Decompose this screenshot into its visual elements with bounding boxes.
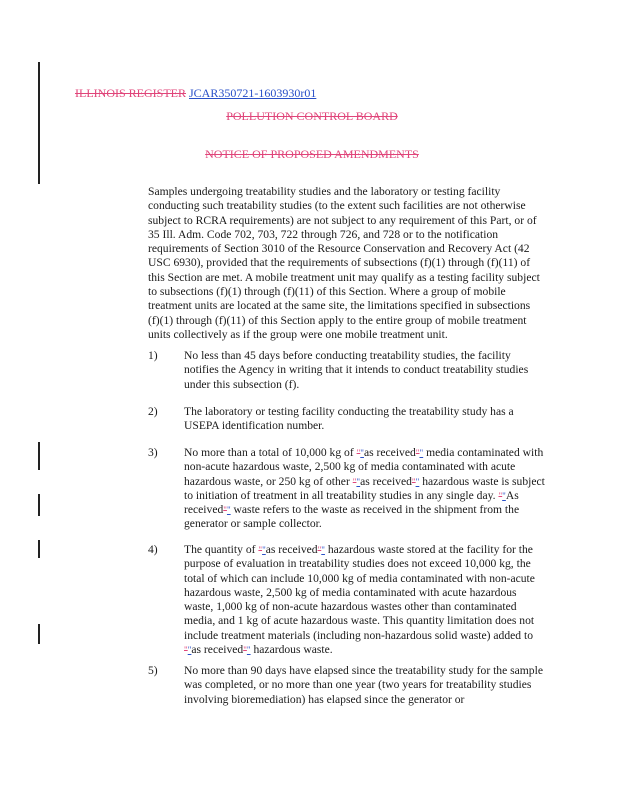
change-bar (38, 540, 40, 558)
deleted-quote: " (498, 490, 503, 501)
deleted-quote: " (352, 476, 357, 487)
quoted-phrase: as received (363, 446, 416, 459)
register-header (75, 86, 316, 101)
inserted-quote: " (360, 448, 364, 458)
deleted-quote: " (223, 505, 227, 516)
inserted-quote: " (262, 545, 266, 555)
jcar-code: JCAR350721-1603930r01 (189, 86, 317, 100)
inserted-quote: " (415, 476, 420, 487)
item-number: 1) (148, 349, 158, 362)
quoted-phrase: as received (360, 474, 412, 488)
item-text: The laboratory or testing facility conducting the treatability study has a USEPA identification number. (184, 405, 514, 433)
deleted-quote: " (243, 645, 247, 656)
quoted-phrase: As received (184, 488, 519, 517)
item-text: No more than 90 days have elapsed since the treatability study for the sample was completed, or no more than one year (two years for treatability studies involving bioremediation) has elapsed since the generator or (184, 664, 543, 706)
item-number: 3) (148, 446, 158, 459)
intro-paragraph: Samples undergoing treatability studies and the laboratory or testing facility conducting such treatability studies (to the extent such facilities are not otherwise subject to RCRA requirements) are not subject to any requirement of this Part, or of 35 Ill. Adm. Code 702, 703, 722 through 726, and 728 or to the notification requirements of Section 3010 of the Resource Conservation and Recovery Act (42 USC 6930), provided that the requirements of subsections (f)(1) through (f)(11) of this Section are met. A mobile treatment unit may qualify as a testing facility subject to subsections (f)(1) through (f)(11) of this Section. Where a group of mobile treatment units are located at the same site, the limitations specified in subsections (f)(1) through (f)(11) of this Section apply to the entire group of mobile treatment units collectively as if the group were one mobile treatment unit. (148, 185, 540, 341)
quoted-phrase: as received (265, 543, 318, 556)
change-bar (38, 624, 40, 644)
inserted-quote: " (356, 476, 361, 487)
inserted-quote: " (187, 645, 192, 656)
item-number: 2) (148, 405, 158, 418)
register-title: ILLINOIS REGISTER (75, 86, 186, 100)
change-bar (38, 442, 40, 470)
change-bar (38, 494, 40, 516)
inserted-quote: " (419, 448, 424, 458)
deleted-quote: " (411, 476, 416, 487)
item-text: The quantity of ""as received"" hazardous waste stored at the facility for the purpose of evaluation in treatability studies does not exceed 10,000 kg, the total of which can include 10,000 kg of media contaminated with non-acute hazardous waste, 2,500 kg of media contaminated with acute hazardous waste, 1,000 kg of non-acute hazardous wastes other than contaminated media, and 1 kg of acute hazardous waste. This quantity limitation does not include treatment materials (including non-hazardous solid waste) added to ""as received"" hazardous waste. (184, 543, 535, 657)
deleted-quote: " (184, 645, 188, 656)
inserted-quote: " (321, 545, 325, 555)
deleted-quote: " (415, 448, 420, 458)
item-text: No less than 45 days before conducting treatability studies, the facility notifies the Agency in writing that it intends to conduct treatability studies under this subsection (f). (184, 349, 529, 391)
inserted-quote: " (246, 645, 251, 656)
deleted-quote: " (356, 448, 361, 458)
agency-name: POLLUTION CONTROL BOARD (226, 109, 398, 123)
inserted-quote: " (502, 490, 506, 501)
item-text: No more than a total of 10,000 kg of ""as received"" media contaminated with non-acute hazardous waste, 2,500 kg of media contaminated with acute hazardous waste, or 250 kg of other ""as received"" hazardous waste is subject to initiation of treatment in all treatability studies in any single day. ""As received"" waste refers to the waste as received in the shipment from the generator or sample collector. (184, 446, 545, 531)
deleted-quote: " (258, 545, 263, 555)
quoted-phrase: as received (191, 643, 244, 657)
deleted-quote: " (317, 545, 322, 555)
inserted-quote: " (226, 505, 231, 516)
item-number: 5) (148, 664, 158, 677)
item-number: 4) (148, 543, 158, 556)
notice-title: NOTICE OF PROPOSED AMENDMENTS (205, 147, 419, 161)
